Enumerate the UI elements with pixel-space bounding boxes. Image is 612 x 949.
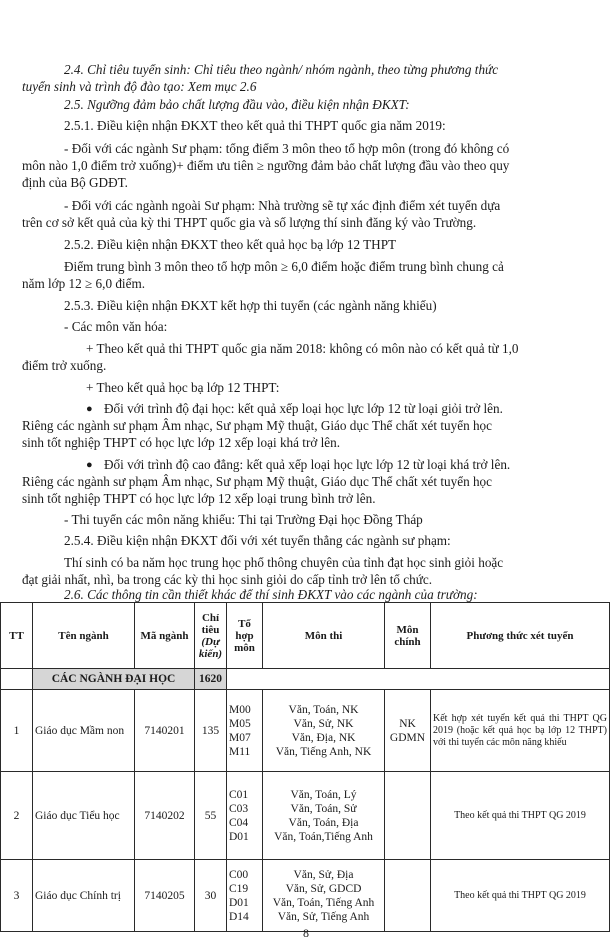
row-major-name: Giáo dục Mầm non: [33, 690, 135, 772]
header-main-line-2: chính: [394, 635, 421, 648]
section-2-5-3-aptitude: - Thi tuyển các môn năng khiếu: Thi tại Trường Đại học Đồng Tháp: [64, 512, 423, 527]
group-label: CÁC NGÀNH ĐẠI HỌC: [33, 669, 195, 690]
main-subject: NK: [399, 717, 416, 730]
row-major-name: Giáo dục Chính trị: [33, 860, 135, 932]
subject-set: Văn, Toán, NK: [288, 703, 359, 716]
section-2-5-1-para-b-line-2: trên cơ sở kết quả của kỳ thi THPT quốc gia và số lượng thí sinh đăng ký vào Trường.: [22, 215, 477, 230]
section-2-5-3-heading: 2.5.3. Điều kiện nhận ĐKXT kết hợp thi tuyển (các ngành năng khiếu): [64, 298, 437, 313]
header-admission-method: Phương thức xét tuyển: [431, 603, 610, 669]
table-row: [1, 860, 610, 932]
row-major-name: Giáo dục Tiểu học: [33, 772, 135, 860]
group-total: 1620: [195, 669, 227, 690]
section-2-5-1-para-a-line-3: định của Bộ GDĐT.: [22, 175, 128, 190]
section-2-5-3-college-line-1: Đối với trình độ cao đẳng: kết quả xếp loại học lực lớp 12 từ loại khá trở lên.: [104, 457, 511, 472]
combination-code: D01: [229, 830, 249, 843]
section-2-6-heading: 2.6. Các thông tin cần thiết khác để thí sinh ĐKXT vào các ngành của trường:: [64, 587, 478, 602]
table-row: [1, 690, 610, 772]
row-main-subject: [385, 772, 431, 860]
header-combination: [227, 603, 263, 669]
row-admission-method: Theo kết quả thi THPT QG 2019: [431, 772, 610, 860]
section-2-5-2-heading: 2.5.2. Điều kiện nhận ĐKXT theo kết quả học bạ lớp 12 THPT: [64, 237, 397, 252]
subject-set: Văn, Địa, NK: [291, 731, 356, 744]
row-combinations: [227, 860, 263, 932]
main-subject: GDMN: [389, 731, 426, 744]
subject-set: Văn, Toán, Tiếng Anh: [272, 896, 375, 909]
section-2-5-3-university-line-3: sinh tốt nghiệp THPT có học lực lớp 12 xếp loại khá trở lên.: [22, 435, 341, 450]
header-tt: TT: [1, 603, 33, 669]
section-2-5-4-para-line-1: Thí sinh có ba năm học trung học phổ thông chuyên của tỉnh đạt học sinh giỏi hoặc: [64, 555, 504, 570]
row-major-code: 7140205: [135, 860, 195, 932]
combination-code: M05: [229, 717, 251, 730]
section-2-5-2-para-line-2: năm lớp 12 ≥ 6,0 điểm.: [22, 276, 145, 291]
header-quota-line-2: tiêu: [201, 623, 220, 636]
row-admission-method: Kết hợp xét tuyển kết quả thi THPT QG 2019 (hoặc kết quả học bạ lớp 12 THPT) với thi tuyển các môn năng khiếu: [431, 690, 610, 772]
row-tt: 1: [1, 690, 33, 772]
combination-code: M07: [229, 731, 251, 744]
table-header-row: [1, 603, 610, 669]
combination-code: D01: [229, 896, 249, 909]
bullet-icon: ●: [86, 403, 93, 415]
row-tt: 2: [1, 772, 33, 860]
row-quota: 55: [195, 772, 227, 860]
combination-code: C03: [229, 802, 249, 815]
section-2-5-3-exam-line-1: + Theo kết quả thi THPT quốc gia năm 2018: không có môn nào có kết quả từ 1,0: [86, 341, 519, 356]
row-tt: 3: [1, 860, 33, 932]
combination-code: C04: [229, 816, 249, 829]
bullet-icon: ●: [86, 459, 93, 471]
subject-set: Văn, Tiếng Anh, NK: [275, 745, 372, 758]
section-2-5-4-para-line-2: đạt giải nhất, nhì, ba trong các kỳ thi học sinh giỏi do cấp tỉnh trở lên tổ chức.: [22, 572, 433, 587]
header-quota: [195, 603, 227, 669]
header-major-name: Tên ngành: [33, 603, 135, 669]
header-combination-line-3: môn: [234, 641, 255, 654]
header-major-code: Mã ngành: [135, 603, 195, 669]
section-2-5-3-college-line-3: sinh tốt nghiệp THPT có học lực lớp 12 xếp loại trung bình trở lên.: [22, 491, 376, 506]
section-2-5-3-transcript: + Theo kết quả học bạ lớp 12 THPT:: [86, 380, 280, 395]
row-major-code: 7140202: [135, 772, 195, 860]
header-quota-line-1: Chỉ: [201, 611, 220, 624]
section-2-5-1-para-a-line-1: - Đối với các ngành Sư phạm: tổng điểm 3 môn theo tổ hợp môn (trong đó không có: [64, 141, 510, 156]
section-2-5-2-para-line-1: Điểm trung bình 3 môn theo tổ hợp môn ≥ 6,0 điểm hoặc điểm trung bình chung cả: [64, 259, 504, 274]
header-combination-line-2: hợp: [235, 629, 254, 642]
row-major-code: 7140201: [135, 690, 195, 772]
combination-code: D14: [229, 910, 249, 923]
row-quota: 135: [195, 690, 227, 772]
subject-set: Văn, Sử, Tiếng Anh: [277, 910, 370, 923]
section-2-5-4-heading: 2.5.4. Điều kiện nhận ĐKXT đối với xét tuyển thẳng các ngành sư phạm:: [64, 533, 451, 548]
header-exam-subjects: Môn thi: [263, 603, 385, 669]
subject-set: Văn, Sử, Địa: [293, 868, 354, 881]
section-2-5-1-heading: 2.5.1. Điều kiện nhận ĐKXT theo kết quả thi THPT quốc gia năm 2019:: [64, 118, 446, 133]
section-2-5-3-exam-line-2: điểm trở xuống.: [22, 358, 107, 373]
section-2-4-line-2: tuyển sinh và trình độ đào tạo: Xem mục 2.6: [22, 79, 257, 94]
row-main-subject: [385, 860, 431, 932]
header-main-line-1: Môn: [396, 623, 419, 636]
combination-code: M00: [229, 703, 251, 716]
section-2-5-3-college-line-2: Riêng các ngành sư phạm Âm nhạc, Sư phạm Mỹ thuật, Giáo dục Thể chất xét tuyển học: [22, 474, 493, 489]
row-subjects: [263, 772, 385, 860]
header-quota-line-4: kiến): [198, 647, 223, 660]
subject-set: Văn, Sử, NK: [293, 717, 354, 730]
section-2-5-1-para-a-line-2: môn nào 1,0 điểm trở xuống)+ điểm ưu tiên ≥ ngưỡng đảm bảo chất lượng đầu vào theo quy: [22, 158, 510, 173]
row-admission-method: Theo kết quả thi THPT QG 2019: [431, 860, 610, 932]
combination-code: C19: [229, 882, 249, 895]
table-group-row: [1, 669, 610, 690]
header-main-subject: [385, 603, 431, 669]
row-combinations: [227, 772, 263, 860]
row-combinations: [227, 690, 263, 772]
majors-table: [0, 602, 610, 932]
subject-set: Văn, Toán, Sử: [290, 802, 357, 815]
section-2-5-1-para-b-line-1: - Đối với các ngành ngoài Sư phạm: Nhà trường sẽ tự xác định điểm xét tuyển dựa: [64, 198, 501, 213]
combination-code: M11: [229, 745, 251, 758]
subject-set: Văn, Toán,Tiếng Anh: [274, 830, 373, 843]
row-subjects: [263, 690, 385, 772]
section-2-5-3-university-line-2: Riêng các ngành sư phạm Âm nhạc, Sư phạm Mỹ thuật, Giáo dục Thể chất xét tuyển học: [22, 418, 493, 433]
combination-code: C01: [229, 788, 249, 801]
subject-set: Văn, Toán, Địa: [288, 816, 359, 829]
row-main-subject: [385, 690, 431, 772]
section-2-4-line-1: 2.4. Chỉ tiêu tuyển sinh: Chỉ tiêu theo ngành/ nhóm ngành, theo từng phương thức: [64, 62, 499, 77]
row-subjects: [263, 860, 385, 932]
combination-code: C00: [229, 868, 249, 881]
page-number: 8: [303, 926, 309, 940]
subject-set: Văn, Toán, Lý: [290, 788, 357, 801]
section-2-5-3-cultural: - Các môn văn hóa:: [64, 319, 168, 334]
row-quota: 30: [195, 860, 227, 932]
header-combination-line-1: Tổ: [238, 617, 251, 630]
section-2-5-3-university-line-1: Đối với trình độ đại học: kết quả xếp loại học lực lớp 12 từ loại giỏi trở lên.: [104, 401, 503, 416]
subject-set: Văn, Sử, GDCD: [285, 882, 362, 895]
section-2-5-heading: 2.5. Ngưỡng đảm bảo chất lượng đầu vào, điều kiện nhận ĐKXT:: [64, 97, 410, 112]
header-quota-line-3: (Dự: [201, 635, 220, 648]
table-row: [1, 772, 610, 860]
